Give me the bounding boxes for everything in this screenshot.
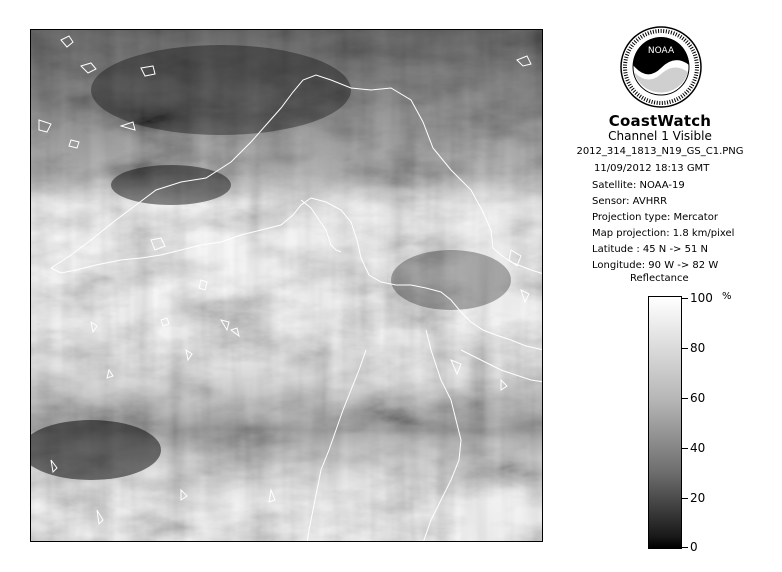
- colorbar-tick-label: 40: [690, 441, 706, 455]
- noaa-logo-svg: [620, 26, 702, 108]
- colorbar-tick: [682, 398, 688, 399]
- satellite-image: [30, 29, 543, 542]
- colorbar-tick: [682, 547, 688, 548]
- colorbar-tick: [682, 448, 688, 449]
- colorbar-tick: [682, 498, 688, 499]
- noaa-logo-icon: [620, 26, 702, 108]
- channel-subtitle: Channel 1 Visible: [608, 129, 712, 143]
- projection-type: Projection type: Mercator: [592, 212, 718, 223]
- map-projection: Map projection: 1.8 km/pixel: [592, 228, 735, 239]
- colorbar-unit: %: [722, 291, 732, 302]
- colorbar-title: Reflectance: [630, 273, 689, 284]
- colorbar-tick-label: 60: [690, 391, 706, 405]
- satellite-info: Satellite: NOAA-19: [592, 180, 685, 191]
- date-time: 11/09/2012 18:13 GMT: [594, 163, 710, 174]
- colorbar-tick: [682, 348, 688, 349]
- colorbar-tick-label: 20: [690, 491, 706, 505]
- file-name: 2012_314_1813_N19_GS_C1.PNG: [576, 146, 744, 157]
- logo-center-text: NOAA: [647, 46, 675, 56]
- reflectance-colorbar: [648, 296, 682, 549]
- sensor-info: Sensor: AVHRR: [592, 196, 668, 207]
- app-title: CoastWatch: [608, 112, 712, 130]
- longitude-range: Longitude: 90 W -> 82 W: [592, 260, 719, 271]
- dark-region-east: [391, 250, 511, 310]
- colorbar-tick: [682, 298, 688, 299]
- colorbar-tick-label: 0: [690, 540, 698, 554]
- latitude-range: Latitude : 45 N -> 51 N: [592, 244, 708, 255]
- satellite-image-svg: [31, 30, 543, 542]
- dark-region-north: [91, 45, 351, 135]
- colorbar-tick-label: 80: [690, 341, 706, 355]
- colorbar-tick-label: 100: [690, 291, 713, 305]
